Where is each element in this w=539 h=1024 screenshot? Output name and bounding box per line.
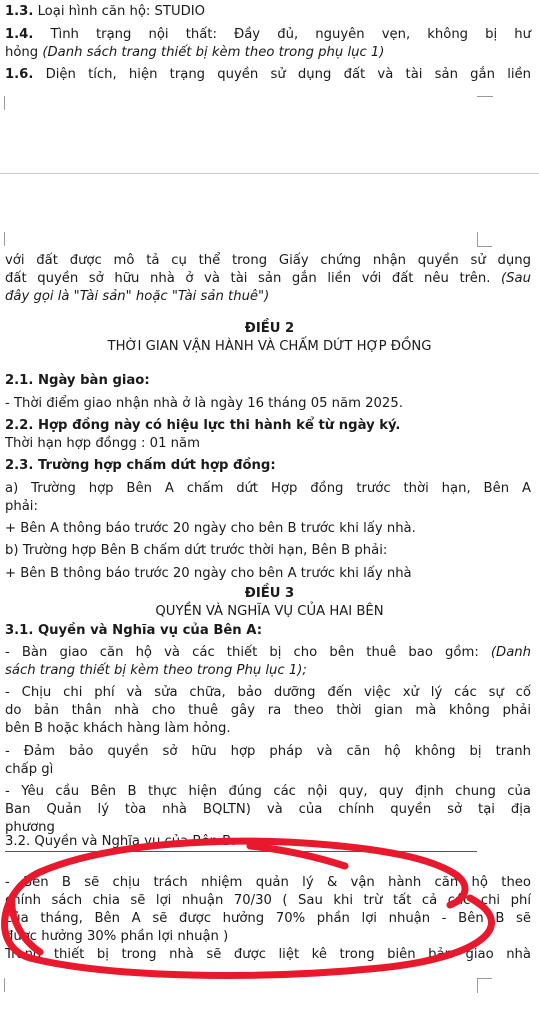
page-corner-mark — [477, 978, 492, 993]
page-corner-mark — [4, 96, 19, 110]
document-page-1 — [0, 0, 539, 118]
section-3-1-2: sách trang thiết bị kèm theo trong Phụ lục 1); — [5, 663, 307, 678]
section-2-1-text: - Thời điểm giao nhận nhà ở là ngày 16 tháng 05 năm 2025. — [5, 396, 403, 411]
equipment-note: Trang thiết bị trong nhà sẽ được liệt kê trong biên bản giao nhà — [5, 947, 531, 962]
section-2-3-a: a) Trường hợp Bên A chấm dứt Hợp đồng trước thời hạn, Bên A — [5, 481, 531, 496]
section-2-3: 2.3. Trường hợp chấm dứt hợp đồng: — [5, 458, 276, 473]
item-1-3: 1.3. Loại hình căn hộ: STUDIO — [5, 4, 206, 19]
circled-clause-4: được hưởng 30% phần lợi nhuận ) — [5, 929, 229, 944]
article-2-subtitle: THỜI GIAN VẬN HÀNH VÀ CHẤM DỨT HỢP ĐỒNG — [107, 339, 432, 354]
section-2-3-a-2: phải: — [5, 499, 38, 514]
section-3-1-7: chấp gì — [5, 762, 54, 777]
section-3-1-3: - Chịu chi phí và sửa chữa, bảo dưỡng đến việc xử lý các sự cố — [5, 685, 531, 700]
section-2-1: 2.1. Ngày bàn giao: — [5, 373, 150, 388]
item-1-4: 1.4. Tình trạng nội thất: Đầy đủ, nguyên vẹn, không bị hư — [5, 27, 531, 42]
section-3-1-1: - Bàn giao căn hộ và các thiết bị cho bên thuê bao gồm: (Danh — [5, 645, 531, 660]
page-corner-mark — [4, 978, 19, 992]
para-asset: với đất được mô tả cụ thể trong Giấy chứng nhận quyền sử dụng — [5, 253, 531, 268]
article-2-title: ĐIỀU 2 — [244, 321, 295, 336]
para-asset-2: đất quyền sở hữu nhà ở và tài sản gắn liền với đất nêu trên. (Sau — [5, 271, 531, 286]
section-3-1-5: bên B hoặc khách hàng làm hỏng. — [5, 721, 231, 736]
section-3-2: 3.2. Quyền và Nghĩa vụ của Bên B: — [5, 834, 236, 849]
page-corner-mark — [477, 232, 492, 247]
page-separator — [0, 173, 539, 174]
section-3-1-10: phương — [5, 820, 55, 835]
article-3-subtitle: QUYỀN VÀ NGHĨA VỤ CỦA HAI BÊN — [155, 604, 384, 619]
section-2-2: 2.2. Hợp đồng này có hiệu lực thi hành kể từ ngày ký. — [5, 418, 401, 433]
section-3-1-8: - Yêu cầu Bên B thực hiện đúng các nội quy, quy định chung của — [5, 784, 531, 799]
article-3-title: ĐIỀU 3 — [244, 586, 295, 601]
circled-clause-1: - Bên B sẽ chịu trách nhiệm quản lý & vận hành căn hộ theo — [5, 875, 531, 890]
section-2-3-a-3: + Bên A thông báo trước 20 ngày cho bên B trước khi lấy nhà. — [5, 521, 416, 536]
circled-clause-3: của tháng, Bên A sẽ được hưởng 70% phần lợi nhuận - Bên B sẽ — [5, 911, 531, 926]
circled-clause-2: chính sách chia sẽ lợi nhuận 70/30 ( Sau khi trừ tất cả các chi phí — [5, 893, 531, 908]
document-page-2 — [0, 232, 539, 1024]
item-1-6: 1.6. Diện tích, hiện trạng quyền sử dụng đất và tài sản gắn liền — [5, 67, 531, 82]
section-2-2-text: Thời hạn hợp đồngg : 01 năm — [5, 436, 200, 451]
section-3-1: 3.1. Quyền và Nghĩa vụ của Bên A: — [5, 623, 263, 638]
item-1-4-cont: hỏng (Danh sách trang thiết bị kèm theo trong phụ lục 1) — [5, 45, 385, 60]
section-divider — [5, 851, 477, 852]
section-2-3-b-2: + Bên B thông báo trước 20 ngày cho bên A trước khi lấy nhà — [5, 566, 412, 581]
section-3-1-4: do bản thân nhà cho thuê gây ra theo thời gian mà không phải — [5, 703, 531, 718]
page-corner-mark — [477, 96, 493, 111]
page-corner-mark — [4, 232, 19, 246]
para-asset-3: đây gọi là "Tài sản" hoặc "Tài sản thuê") — [5, 289, 270, 304]
section-3-1-6: - Đảm bảo quyền sở hữu hợp pháp và căn hộ không bị tranh — [5, 744, 531, 759]
section-3-1-9: Ban Quản lý tòa nhà BQLTN) và của chính quyền sở tại địa — [5, 802, 531, 817]
section-2-3-b: b) Trường hợp Bên B chấm dứt trước thời hạn, Bên B phải: — [5, 543, 388, 558]
